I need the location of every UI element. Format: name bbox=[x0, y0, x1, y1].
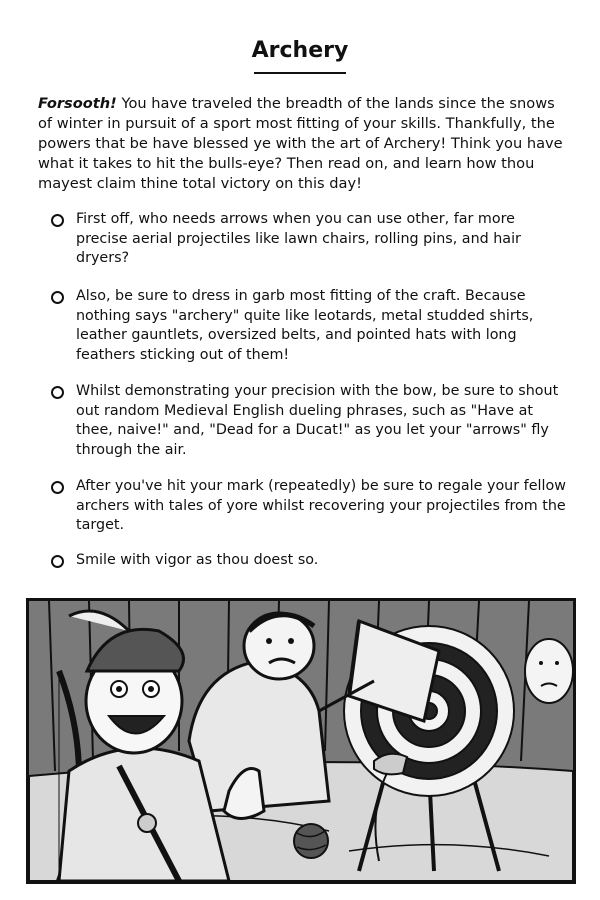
intro-lead: Forsooth! bbox=[38, 95, 117, 112]
list-item bbox=[38, 210, 568, 268]
circle-bullet-icon bbox=[51, 481, 64, 494]
list-item bbox=[38, 382, 568, 460]
archery-comic-illustration bbox=[26, 598, 576, 884]
page-title: Archery bbox=[251, 38, 349, 63]
list-item bbox=[38, 477, 568, 535]
intro-paragraph bbox=[38, 94, 568, 194]
list-item-text: First off, who needs arrows when you can use other, far more precise aerial projectiles like lawn chairs, rolling pins, and hair dryers? bbox=[76, 211, 521, 266]
list-item-text: Smile with vigor as thou doest so. bbox=[76, 552, 319, 568]
circle-bullet-icon bbox=[51, 386, 64, 399]
list-item bbox=[38, 287, 568, 365]
title-underline bbox=[254, 72, 346, 74]
circle-bullet-icon bbox=[51, 214, 64, 227]
tips-list bbox=[38, 210, 568, 571]
list-item-text: After you've hit your mark (repeatedly) be sure to regale your fellow archers with tales of yore whilst recovering your projectiles from the target. bbox=[76, 478, 566, 533]
list-item-text: Whilst demonstrating your precision with the bow, be sure to shout out random Medieval English dueling phrases, such as "Have at thee, naive!" and, "Dead for a Ducat!" as you let your "arrows" fly through the air. bbox=[76, 383, 559, 458]
list-item bbox=[38, 551, 568, 571]
circle-bullet-icon bbox=[51, 555, 64, 568]
list-item-text: Also, be sure to dress in garb most fitting of the craft. Because nothing says "archery" quite like leotards, metal studded shirts, leather gauntlets, oversized belts, and pointed hats with long feathers sticking out of them! bbox=[76, 288, 534, 363]
intro-text: You have traveled the breadth of the lands since the snows of winter in pursuit of a sport most fitting of your skills. Thankfully, the powers that be have blessed ye with the art of Archery! Think you have what it takes to hit the bulls-eye? Then read on, and learn how thou mayest claim thine total victory on this day! bbox=[38, 95, 563, 192]
circle-bullet-icon bbox=[51, 291, 64, 304]
